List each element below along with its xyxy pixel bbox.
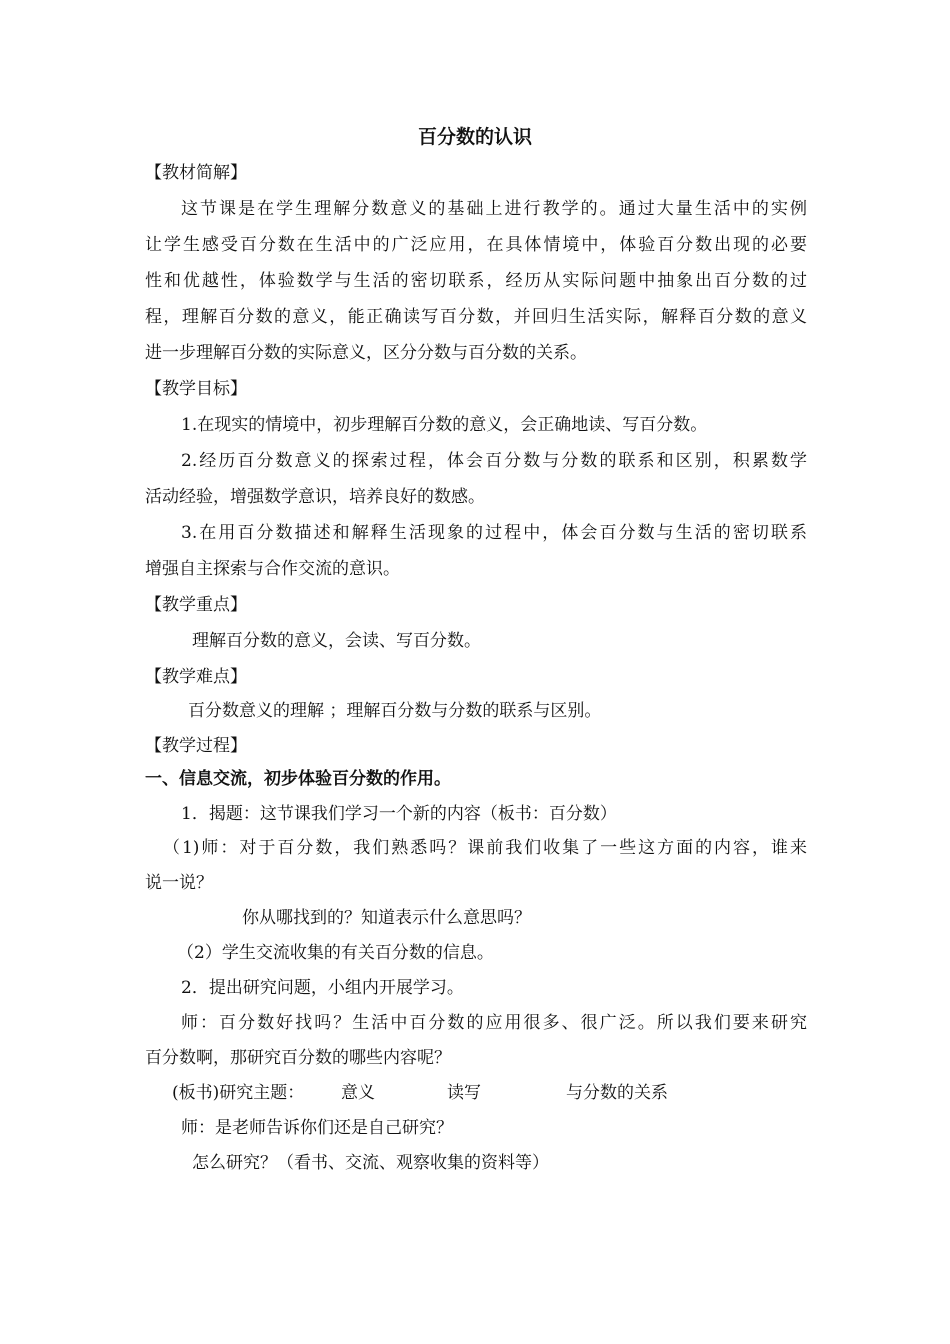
section-heading-intro: 【教材简解】: [145, 163, 247, 183]
goal-1: 1.在现实的情境中，初步理解百分数的意义，会正确地读、写百分数。: [181, 415, 708, 435]
goal-3-line-2: 增强自主探索与合作交流的意识。: [145, 559, 400, 579]
key-point-text: 理解百分数的意义，会读、写百分数。: [192, 631, 481, 651]
page-title: 百分数的认识: [417, 126, 532, 148]
teacher-line-3: 师：是老师告诉你们还是自己研究？: [181, 1118, 453, 1138]
step-2: 2．提出研究问题，小组内开展学习。: [181, 978, 464, 998]
step-1-question: 你从哪找到的？知道表示什么意思吗？: [242, 908, 531, 928]
teacher-line-2: 百分数啊，那研究百分数的哪些内容呢？: [145, 1048, 451, 1068]
step-1: 1．揭题：这节课我们学习一个新的内容（板书：百分数）: [181, 804, 617, 824]
board-topic-meaning: 意义: [341, 1083, 375, 1103]
goal-2-line-1: 2.经历百分数意义的探索过程，体会百分数与分数的联系和区别，积累数学: [181, 451, 807, 471]
section-heading-process: 【教学过程】: [145, 736, 247, 756]
intro-line-5: 进一步理解百分数的实际意义，区分分数与百分数的关系。: [145, 343, 587, 363]
section-heading-key: 【教学重点】: [145, 595, 247, 615]
intro-line-3: 性和优越性，体验数学与生活的密切联系，经历从实际问题中抽象出百分数的过: [145, 271, 807, 291]
step-1-1-line-2: 说一说？: [145, 873, 213, 893]
goal-3-line-1: 3.在用百分数描述和解释生活现象的过程中，体会百分数与生活的密切联系: [181, 523, 807, 543]
goal-2-line-2: 活动经验，增强数学意识，培养良好的数感。: [145, 487, 485, 507]
step-1-1-line-1: （1)师：对于百分数，我们熟悉吗？课前我们收集了一些这方面的内容，谁来: [163, 838, 807, 858]
board-topic-relation: 与分数的关系: [566, 1083, 668, 1103]
intro-line-1: 这节课是在学生理解分数意义的基础上进行教学的。通过大量生活中的实例: [181, 199, 807, 219]
board-prefix: (板书)研究主题：: [172, 1083, 305, 1103]
board-topic-read-write: 读写: [447, 1083, 481, 1103]
step-1-2: （2）学生交流收集的有关百分数的信息。: [177, 943, 494, 963]
intro-line-4: 程，理解百分数的意义，能正确读写百分数，并回归生活实际，解释百分数的意义: [145, 307, 807, 327]
intro-line-2: 让学生感受百分数在生活中的广泛应用，在具体情境中，体验百分数出现的必要: [145, 235, 807, 255]
section-heading-difficulty: 【教学难点】: [145, 667, 247, 687]
part-one-heading: 一、信息交流，初步体验百分数的作用。: [145, 769, 451, 789]
how-to-study: 怎么研究？（看书、交流、观察收集的资料等）: [192, 1153, 549, 1173]
section-heading-goals: 【教学目标】: [145, 379, 247, 399]
difficulty-text: 百分数意义的理解 ；理解百分数与分数的联系与区别。: [188, 701, 602, 721]
teacher-line-1: 师：百分数好找吗？生活中百分数的应用很多、很广泛。所以我们要来研究: [181, 1013, 807, 1033]
